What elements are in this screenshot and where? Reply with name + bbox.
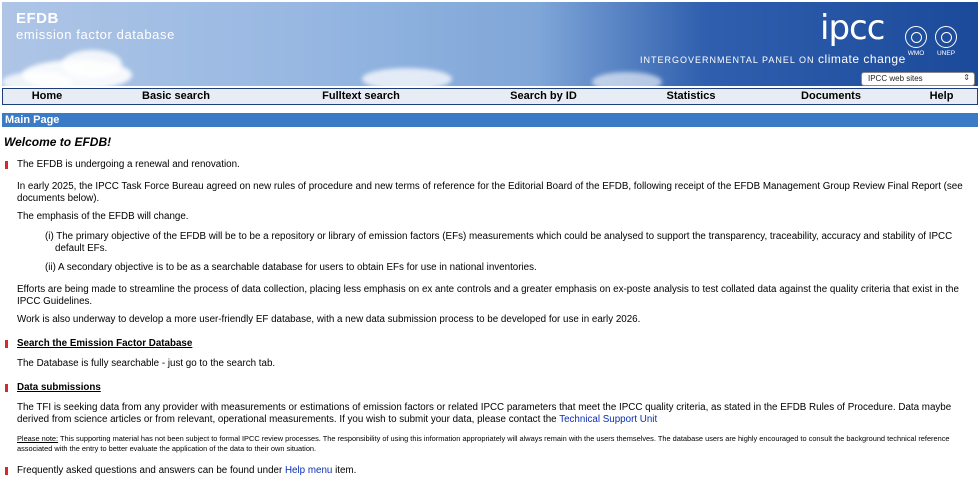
- help-menu-link[interactable]: Help menu: [284, 465, 333, 476]
- technical-support-unit-link[interactable]: Technical Support Unit: [559, 414, 658, 425]
- bullet-icon: [5, 384, 8, 392]
- wmo-emblem-icon: [905, 26, 927, 48]
- bullet-icon: [5, 340, 8, 348]
- ipcc-sites-select[interactable]: [861, 72, 975, 86]
- note-text: This supporting material has not been subject to formal IPCC review processes. The responsibility of using this information appropriately will always remain with the users themselves. The database users are highly encouraged to consult the background technical reference associated with the entry to better evaluate the application of the data to their own situation.: [17, 434, 950, 453]
- tagline-small: INTERGOVERNMENTAL PANEL ON: [640, 55, 815, 65]
- paragraph-efforts: Efforts are being made to streamline the process of data collection, placing less emphasis on ex ante controls and a greater emphasis on ex-poste analysis to test collated data against the quality criteria that exist in the IPCC Guidelines.: [17, 284, 959, 307]
- objective-primary: (i) The primary objective of the EFDB will be to be a repository or library of emission factors (EFs) measurements which could be analysed to support the transparency, traceability, accuracy and stability of IPCC default EFs.: [45, 231, 953, 254]
- bullet-icon: [5, 161, 8, 169]
- wmo-logo[interactable]: [902, 26, 930, 57]
- search-heading: Search the Emission Factor Database: [17, 338, 193, 349]
- nav-help[interactable]: Help: [929, 90, 954, 102]
- ipcc-sites-value: IPCC web sites: [868, 74, 923, 83]
- section-title-bar: Main Page: [2, 113, 978, 127]
- submissions-body: The TFI is seeking data from any provider with measurements or estimations of emission factors or related IPCC parameters that meet the IPCC quality criteria, as stated in the EFDB Rules of Procedure. Data maybe derived from science articles or from relevant, operational measurements. If you wish to submit your data, please contact the: [17, 402, 952, 425]
- ipcc-tagline: [640, 52, 906, 66]
- submissions-text: [17, 402, 977, 426]
- unep-emblem-icon: [935, 26, 957, 48]
- bullet-icon: [5, 467, 8, 475]
- nav-fulltext-search[interactable]: Fulltext search: [322, 90, 400, 102]
- cloud-graphic: [592, 72, 662, 86]
- cloud-graphic: [2, 72, 72, 86]
- header-banner: [2, 2, 978, 86]
- faq-pre: Frequently asked questions and answers can be found under: [17, 465, 285, 476]
- paragraph-rules: In early 2025, the IPCC Task Force Bureau agreed on new rules of procedure and new terms of reference for the Editorial Board of the EFDB, following receipt of the EFDB Management Group Review Final Report (see documents below).: [17, 181, 963, 204]
- disclaimer-note: [17, 434, 977, 454]
- note-label: Please note:: [17, 434, 59, 443]
- welcome-heading: Welcome to EFDB!: [4, 135, 112, 149]
- nav-documents[interactable]: Documents: [801, 90, 861, 102]
- objective-secondary: (ii) A secondary objective is to be as a searchable database for users to obtain EFs for use in national inventories.: [45, 262, 537, 273]
- faq-post: item.: [332, 465, 357, 476]
- faq-text: [17, 465, 977, 477]
- nav-search-by-id[interactable]: Search by ID: [510, 90, 577, 102]
- select-arrows-icon: ⇕: [963, 73, 970, 82]
- main-nav: [2, 88, 978, 105]
- search-text: The Database is fully searchable - just go to the search tab.: [17, 358, 276, 369]
- cloud-graphic: [362, 68, 452, 86]
- ipcc-logo[interactable]: ipcc: [820, 8, 885, 48]
- unep-logo[interactable]: [932, 26, 960, 57]
- nav-statistics[interactable]: Statistics: [666, 90, 716, 102]
- renewal-text: The EFDB is undergoing a renewal and renovation.: [17, 159, 240, 170]
- efdb-subtitle: emission factor database: [16, 27, 175, 42]
- paragraph-new-database: Work is also underway to develop a more user-friendly EF database, with a new data submission process to be developed for use in early 2026.: [17, 314, 641, 325]
- wmo-label: WMO: [907, 50, 925, 57]
- paragraph-emphasis: The emphasis of the EFDB will change.: [17, 211, 189, 222]
- tagline-big: climate change: [818, 52, 906, 66]
- submissions-heading: Data submissions: [17, 382, 101, 393]
- nav-basic-search[interactable]: Basic search: [142, 90, 210, 102]
- unep-label: UNEP: [936, 50, 956, 57]
- efdb-title: EFDB: [16, 10, 59, 27]
- nav-home[interactable]: Home: [31, 90, 63, 102]
- cloud-graphic: [62, 50, 122, 78]
